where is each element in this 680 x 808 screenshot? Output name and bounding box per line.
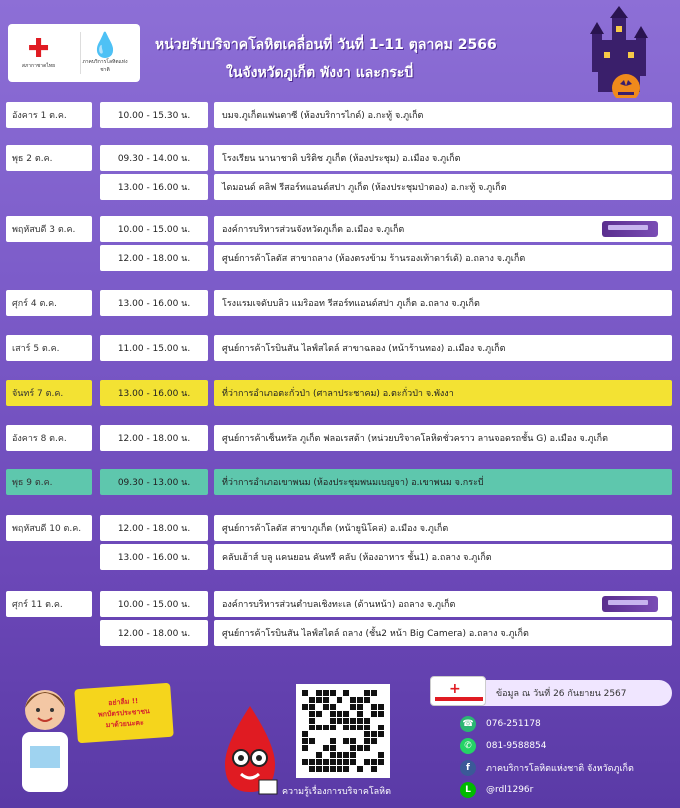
qr-module	[350, 725, 356, 731]
blood-bus-icon	[602, 596, 658, 612]
qr-module	[337, 690, 343, 696]
qr-module	[302, 731, 308, 737]
place-label: ศูนย์การค้าโลตัส สาขาภูเก็ต (หน้ายูนิโคล่) อ.เมือง จ.ภูเก็ต	[214, 515, 672, 541]
qr-module	[309, 697, 315, 703]
day-label: พุธ 2 ต.ค.	[6, 145, 92, 171]
qr-module	[330, 718, 336, 724]
qr-module	[364, 725, 370, 731]
qr-module	[364, 738, 370, 744]
qr-module	[323, 752, 329, 758]
place-label: บมจ.ภูเก็ตแฟนตาซี (ห้องบริการไกด์) อ.กะทู้ จ.ภูเก็ต	[214, 102, 672, 128]
qr-module	[302, 759, 308, 765]
logo-left-text: สภากาชาดไทย	[21, 63, 56, 69]
qr-module	[364, 745, 370, 751]
qr-module	[316, 697, 322, 703]
qr-module	[323, 690, 329, 696]
qr-module	[302, 711, 308, 717]
day-label: เสาร์ 5 ต.ค.	[6, 335, 92, 361]
place-text: องค์การบริหารส่วนตำบลเชิงทะเล (ด้านหน้า) อถลาง จ.ภูเก็ต	[222, 600, 456, 610]
qr-module	[357, 704, 363, 710]
qr-module	[357, 731, 363, 737]
qr-module	[309, 690, 315, 696]
halloween-castle-icon	[574, 6, 664, 98]
qr-module	[364, 718, 370, 724]
day-label: พุธ 9 ต.ค.	[6, 469, 92, 495]
qr-module	[337, 766, 343, 772]
qr-module	[378, 745, 384, 751]
qr-module	[343, 718, 349, 724]
facebook-name: ภาคบริการโลหิตแห่งชาติ จังหวัดภูเก็ต	[486, 764, 634, 774]
qr-module	[350, 718, 356, 724]
qr-module	[350, 745, 356, 751]
qr-module	[343, 711, 349, 717]
qr-module	[323, 718, 329, 724]
qr-module	[330, 731, 336, 737]
qr-module	[309, 731, 315, 737]
day-label: พฤหัสบดี 3 ต.ค.	[6, 216, 92, 242]
qr-module	[371, 745, 377, 751]
qr-module	[378, 725, 384, 731]
qr-module	[343, 752, 349, 758]
qr-module	[323, 704, 329, 710]
qr-module	[371, 731, 377, 737]
line-icon: L	[460, 782, 476, 798]
qr-module	[302, 704, 308, 710]
qr-module	[371, 718, 377, 724]
place-label: ศูนย์การค้าโรบินสัน ไลฟ์สไตล์ ถลาง (ชั้น2 หน้า Big Camera) อ.ถลาง จ.ภูเก็ต	[214, 620, 672, 646]
qr-module	[316, 704, 322, 710]
time-label: 09.30 - 13.00 น.	[100, 469, 208, 495]
qr-module	[337, 711, 343, 717]
qr-module	[316, 725, 322, 731]
red-cross-icon: ✚	[27, 34, 50, 64]
blood-bus-icon	[602, 221, 658, 237]
qr-module	[343, 738, 349, 744]
qr-module	[302, 752, 308, 758]
qr-module	[378, 731, 384, 737]
qr-module	[378, 718, 384, 724]
nurse-illustration-icon	[10, 680, 80, 800]
qr-module	[323, 731, 329, 737]
reminder-note	[74, 683, 174, 744]
ambulance-icon	[430, 676, 486, 706]
qr-module	[343, 704, 349, 710]
qr-module	[357, 738, 363, 744]
footer	[0, 660, 680, 808]
qr-module	[350, 711, 356, 717]
place-label: ไดมอนด์ คลิฟ รีสอร์ทแอนด์สปา ภูเก็ต (ห้องประชุมป่าตอง) อ.กะทู้ จ.ภูเก็ต	[214, 174, 672, 200]
place-label: ศูนย์การค้าเซ็นทรัล ภูเก็ต ฟลอเรสต้า (หน่วยบริจาคโลหิตชั่วคราว ลานจอดรถชั้น G) อ.เมือง จ.ภูเก็ต	[214, 425, 672, 451]
qr-module	[350, 690, 356, 696]
blood-drop-mascot-icon	[215, 704, 285, 804]
reminder-line2: พกบัตรประชาชน	[97, 706, 151, 719]
qr-module	[330, 745, 336, 751]
reminder-line3: มาด้วยนะคะ	[105, 718, 145, 729]
qr-module	[323, 725, 329, 731]
qr-module	[378, 690, 384, 696]
qr-module	[337, 725, 343, 731]
contact-whatsapp	[460, 738, 547, 754]
qr-module	[323, 738, 329, 744]
contact-line[interactable]	[460, 782, 533, 798]
qr-module	[364, 704, 370, 710]
place-label: ที่ว่าการอำเภอตะกั่วป่า (ศาลาประชาคม) อ.ตะกั่วป่า จ.พังงา	[214, 380, 672, 406]
qr-module	[378, 704, 384, 710]
qr-code-pattern	[302, 690, 384, 772]
time-label: 09.30 - 14.00 น.	[100, 145, 208, 171]
time-label: 13.00 - 16.00 น.	[100, 174, 208, 200]
qr-module	[337, 697, 343, 703]
qr-module	[302, 718, 308, 724]
qr-module	[309, 766, 315, 772]
qr-module	[343, 697, 349, 703]
qr-module	[343, 690, 349, 696]
day-label: อังคาร 1 ต.ค.	[6, 102, 92, 128]
qr-module	[330, 738, 336, 744]
qr-module	[364, 766, 370, 772]
qr-module	[343, 731, 349, 737]
day-label: ศุกร์ 4 ต.ค.	[6, 290, 92, 316]
qr-module	[309, 759, 315, 765]
blood-drop-icon: 💧	[90, 31, 120, 59]
time-label: 13.00 - 16.00 น.	[100, 544, 208, 570]
qr-module	[378, 711, 384, 717]
qr-module	[337, 759, 343, 765]
qr-module	[364, 759, 370, 765]
place-text: องค์การบริหารส่วนจังหวัดภูเก็ต อ.เมือง จ.ภูเก็ต	[222, 225, 405, 235]
qr-module	[357, 697, 363, 703]
qr-module	[350, 766, 356, 772]
qr-module	[378, 752, 384, 758]
qr-module	[302, 745, 308, 751]
qr-module	[357, 690, 363, 696]
qr-module	[378, 738, 384, 744]
day-label: จันทร์ 7 ต.ค.	[6, 380, 92, 406]
qr-module	[350, 738, 356, 744]
facebook-icon: f	[460, 760, 476, 776]
qr-module	[330, 759, 336, 765]
qr-module	[316, 690, 322, 696]
qr-module	[302, 697, 308, 703]
time-label: 13.00 - 16.00 น.	[100, 290, 208, 316]
blood-service-logo	[80, 32, 130, 74]
qr-module	[316, 711, 322, 717]
qr-module	[357, 711, 363, 717]
qr-module	[364, 690, 370, 696]
qr-module	[330, 711, 336, 717]
day-label: ศุกร์ 11 ต.ค.	[6, 591, 92, 617]
qr-module	[323, 766, 329, 772]
qr-module	[316, 766, 322, 772]
qr-module	[337, 738, 343, 744]
qr-module	[350, 759, 356, 765]
place-label: ศูนย์การค้าโลตัส สาขาถลาง (ห้องตรงข้าม ร้านรองเท้าดาร์เด้) อ.ถลาง จ.ภูเก็ต	[214, 245, 672, 271]
qr-module	[337, 752, 343, 758]
reminder-line1: อย่าลืม !!	[107, 696, 139, 707]
qr-module	[350, 704, 356, 710]
time-label: 12.00 - 18.00 น.	[100, 425, 208, 451]
qr-module	[309, 711, 315, 717]
qr-module	[330, 697, 336, 703]
qr-module	[364, 697, 370, 703]
time-label: 11.00 - 15.00 น.	[100, 335, 208, 361]
qr-module	[357, 745, 363, 751]
contact-facebook[interactable]	[460, 760, 634, 776]
place-label: ที่ว่าการอำเภอเขาพนม (ห้องประชุมพนมเบญจา) อ.เขาพนม จ.กระบี่	[214, 469, 672, 495]
qr-module	[371, 759, 377, 765]
qr-module	[378, 766, 384, 772]
time-label: 13.00 - 16.00 น.	[100, 380, 208, 406]
time-label: 10.00 - 15.00 น.	[100, 216, 208, 242]
qr-module	[302, 725, 308, 731]
qr-module	[316, 718, 322, 724]
qr-module	[309, 745, 315, 751]
qr-module	[371, 752, 377, 758]
time-label: 10.00 - 15.30 น.	[100, 102, 208, 128]
page-subtitle: ในจังหวัดภูเก็ต พังงา และกระบี่	[226, 65, 414, 81]
logo-right-text: ภาคบริการโลหิตแห่งชาติ	[82, 59, 128, 73]
qr-module	[371, 738, 377, 744]
time-label: 10.00 - 15.00 น.	[100, 591, 208, 617]
qr-module	[371, 697, 377, 703]
time-label: 12.00 - 18.00 น.	[100, 245, 208, 271]
place-label: ศูนย์การค้าโรบินสัน ไลฟ์สไตล์ สาขาฉลอง (หน้าร้านทอง) อ.เมือง จ.ภูเก็ต	[214, 335, 672, 361]
qr-module	[309, 738, 315, 744]
qr-module	[364, 752, 370, 758]
qr-module	[330, 704, 336, 710]
qr-module	[330, 690, 336, 696]
qr-module	[371, 766, 377, 772]
qr-module	[371, 725, 377, 731]
place-label	[214, 591, 672, 617]
qr-module	[343, 759, 349, 765]
qr-module	[337, 718, 343, 724]
qr-module	[309, 752, 315, 758]
qr-module	[337, 704, 343, 710]
qr-module	[316, 745, 322, 751]
place-label: คลับเฮ้าส์ บลู แคนยอน คันทรี คลับ (ห้องอาหาร ชั้น1) อ.ถลาง จ.ภูเก็ต	[214, 544, 672, 570]
time-label: 12.00 - 18.00 น.	[100, 515, 208, 541]
qr-module	[316, 759, 322, 765]
qr-module	[371, 711, 377, 717]
qr-module	[309, 718, 315, 724]
qr-module	[309, 704, 315, 710]
qr-module	[364, 731, 370, 737]
qr-module	[343, 745, 349, 751]
qr-code[interactable]	[296, 684, 390, 778]
qr-module	[357, 725, 363, 731]
qr-module	[343, 725, 349, 731]
qr-caption: ความรู้เรื่องการบริจาคโลหิต	[282, 787, 391, 797]
qr-module	[330, 752, 336, 758]
time-label: 12.00 - 18.00 น.	[100, 620, 208, 646]
qr-module	[309, 725, 315, 731]
qr-module	[378, 697, 384, 703]
qr-module	[316, 731, 322, 737]
logo-box	[8, 24, 140, 82]
qr-module	[316, 738, 322, 744]
qr-module	[323, 759, 329, 765]
whatsapp-number: 081-9588854	[486, 741, 547, 751]
qr-module	[323, 745, 329, 751]
page-title: หน่วยรับบริจาคโลหิตเคลื่อนที่ วันที่ 1-11 ตุลาคม 2566	[155, 37, 497, 53]
qr-module	[350, 697, 356, 703]
qr-module	[378, 759, 384, 765]
day-label: อังคาร 8 ต.ค.	[6, 425, 92, 451]
qr-module	[343, 766, 349, 772]
qr-module	[371, 704, 377, 710]
qr-module	[302, 766, 308, 772]
place-label: โรงเรียน นานาชาติ บริติช ภูเก็ต (ห้องประชุม) อ.เมือง จ.ภูเก็ต	[214, 145, 672, 171]
qr-module	[323, 697, 329, 703]
qr-module	[337, 731, 343, 737]
qr-module	[302, 738, 308, 744]
phone-number: 076-251178	[486, 719, 541, 729]
qr-module	[371, 690, 377, 696]
day-label: พฤหัสบดี 10 ต.ค.	[6, 515, 92, 541]
qr-module	[350, 752, 356, 758]
info-updated: ข้อมูล ณ วันที่ 26 กันยายน 2567	[470, 680, 672, 706]
qr-module	[316, 752, 322, 758]
qr-module	[357, 718, 363, 724]
phone-icon: ☎	[460, 716, 476, 732]
place-label	[214, 216, 672, 242]
qr-module	[364, 711, 370, 717]
line-id: @rdl1296r	[486, 785, 534, 795]
qr-module	[357, 752, 363, 758]
red-cross-logo	[19, 36, 59, 70]
contact-phone	[460, 716, 541, 732]
whatsapp-icon: ✆	[460, 738, 476, 754]
qr-module	[330, 766, 336, 772]
qr-module	[330, 725, 336, 731]
qr-module	[337, 745, 343, 751]
header	[0, 0, 680, 100]
qr-module	[357, 759, 363, 765]
qr-module	[323, 711, 329, 717]
qr-module	[357, 766, 363, 772]
qr-module	[350, 731, 356, 737]
qr-module	[302, 690, 308, 696]
place-label: โรงแรมเจดับบลิว แมริออท รีสอร์ทแอนด์สปา ภูเก็ต อ.ถลาง จ.ภูเก็ต	[214, 290, 672, 316]
